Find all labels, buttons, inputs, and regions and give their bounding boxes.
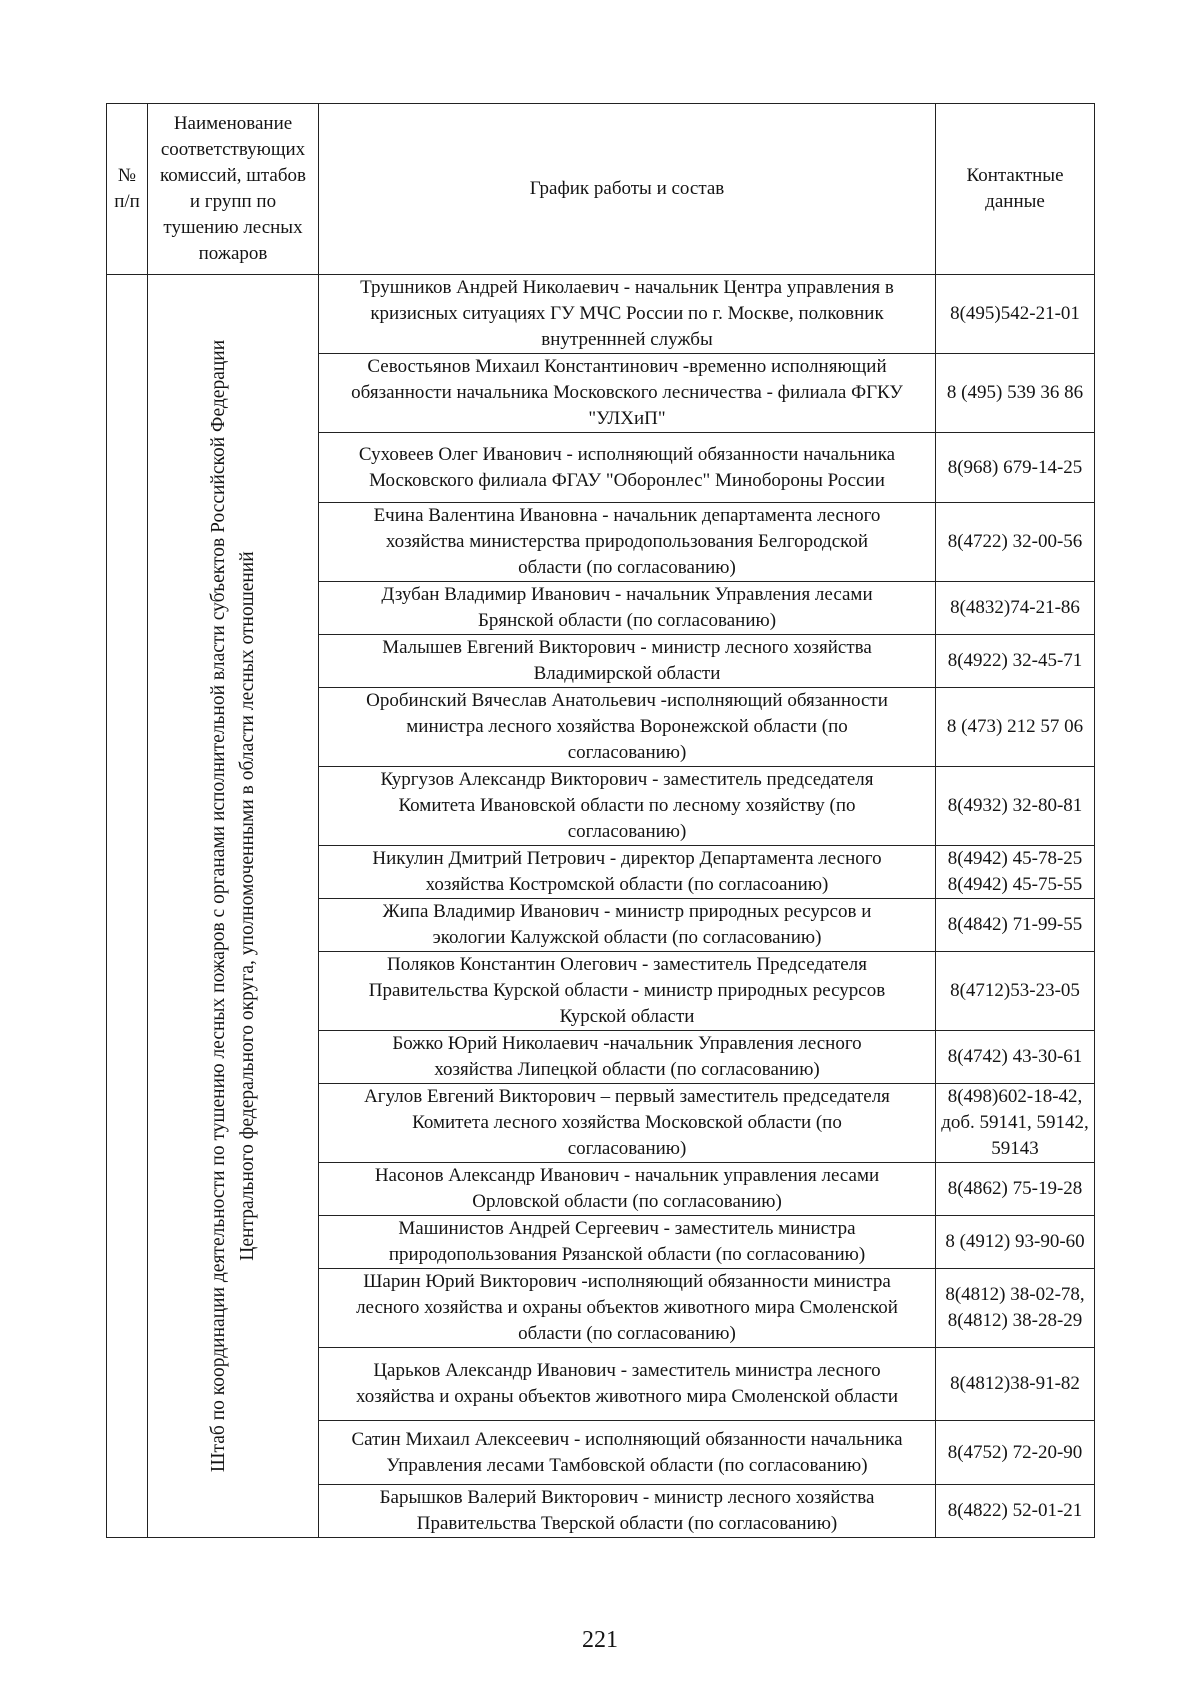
phone-line: 8(4922) 32-45-71 [947,650,1083,671]
group-name-cell [148,275,319,1538]
header-name: Наименование соответствующих комиссий, штабов и групп по тушению лесных пожаров [148,104,319,275]
phone-line: 8(4722) 32-00-56 [947,531,1083,552]
description-line: Управления лесами Тамбовской области (по согласованию) [386,1454,868,1476]
contact-phone [936,1163,1095,1216]
description-line: Орловской области (по согласованию) [472,1191,782,1212]
phone-line: 8(4812) 38-28-29 [947,1310,1083,1331]
description-line: экологии Калужской области (по согласованию) [432,927,822,948]
contact-phone [936,275,1095,354]
description-line: Царьков Александр Иванович - заместитель министра лесного [373,1360,881,1381]
description-line: Оробинский Вячеслав Анатольевич -исполняющий обязанности [366,690,888,711]
group-name-vertical-text [204,271,262,1541]
member-description [319,582,936,635]
phone-line: 8(4842) 71-99-55 [947,914,1083,935]
phone-line: 8(4812)38-91-82 [950,1373,1080,1394]
contact-phone [936,1084,1095,1163]
member-description [319,433,936,503]
description-line: Правительства Курской области - министр природных ресурсов [368,980,886,1001]
description-line: хозяйства Липецкой области (по согласованию) [434,1059,820,1080]
contact-phone [936,433,1095,503]
description-line: лесного хозяйства и охраны объектов животного мира Смоленской [356,1297,898,1318]
phone-line: 8 (495) 539 36 86 [946,382,1084,403]
contact-phone [936,503,1095,582]
description-line: Малышев Евгений Викторович - министр лесного хозяйства [382,637,872,658]
staff-table [106,103,1095,1538]
member-description [319,846,936,899]
description-line: Машинистов Андрей Сергеевич - заместитель министра [398,1218,856,1239]
description-line: Севостьянов Михаил Константинович -временно исполняющий [367,356,887,377]
description-line: Жипа Владимир Иванович - министр природных ресурсов и [382,901,872,922]
member-description [319,1031,936,1084]
table-header [107,104,1095,275]
description-line: хозяйства Костромской области (по согласоанию) [425,874,829,895]
description-line: Суховеев Олег Иванович - исполняющий обязанности начальника [358,443,896,465]
description-line: Брянской области (по согласованию) [477,610,777,631]
member-description [319,767,936,846]
phone-line: 8(498)602-18-42, [947,1086,1083,1107]
description-line: хозяйства и охраны объектов животного мира Смоленской области [355,1386,899,1407]
group-name-line: Центрального федерального округа, уполномоченными в области лесных отношений [237,551,258,1261]
description-line: министра лесного хозяйства Воронежской области (по [406,716,848,737]
contact-phone [936,952,1095,1031]
contact-phone [936,1031,1095,1084]
description-line: Комитета Ивановской области по лесному хозяйству (по [398,795,856,816]
member-description [319,1163,936,1216]
member-description [319,952,936,1031]
member-description [319,1084,936,1163]
contact-phone [936,688,1095,767]
member-description [319,1421,936,1485]
description-line: обязанности начальника Московского лесничества - филиала ФГКУ [351,382,903,403]
description-line: Владимирской области [533,663,721,684]
description-line: Дзубан Владимир Иванович - начальник Управления лесами [381,584,873,605]
phone-line: 8(4942) 45-75-55 [947,874,1083,895]
description-line: Кургузов Александр Викторович - заместитель председателя [380,769,874,790]
member-description [319,1269,936,1348]
member-description [319,503,936,582]
description-line: Курской области [559,1006,695,1027]
phone-line: 8(4712)53-23-05 [950,980,1080,1001]
description-line: кризисных ситуациях ГУ МЧС России по г. Москве, полковник [370,303,884,324]
description-line: Сатин Михаил Алексеевич - исполняющий обязанности начальника [351,1428,903,1450]
description-line: согласованию) [567,742,687,763]
header-num: № п/п [107,104,148,275]
member-description [319,635,936,688]
table-body [107,275,1095,1538]
description-line: области (по согласованию) [518,1323,736,1344]
member-description [319,1216,936,1269]
member-description [319,688,936,767]
contact-phone [936,899,1095,952]
table-row [107,275,1095,354]
page-number: 221 [582,1627,618,1653]
member-description [319,354,936,433]
description-line: Насонов Александр Иванович - начальник управления лесами [374,1165,880,1186]
description-line: согласованию) [567,1138,687,1159]
phone-line: 8(4742) 43-30-61 [947,1046,1083,1067]
phone-line: 8(4822) 52-01-21 [947,1500,1083,1521]
group-number-cell [107,275,148,1538]
phone-line: 8(4812) 38-02-78, [945,1284,1085,1305]
description-line: природопользования Рязанской области (по согласованию) [388,1244,866,1265]
description-line: внутреннней службы [541,329,713,350]
header-schedule: График работы и состав [319,104,936,275]
phone-line: 8 (473) 212 57 06 [946,716,1084,737]
phone-line: 8 (4912) 93-90-60 [945,1231,1085,1252]
phone-line: 59143 [991,1138,1039,1159]
description-line: Шарин Юрий Викторович -исполняющий обязанности министра [363,1271,891,1292]
phone-line: 8(4942) 45-78-25 [947,848,1083,869]
description-line: согласованию) [567,821,687,842]
description-line: Трушников Андрей Николаевич - начальник Центра управления в [360,277,894,298]
description-line: Барышков Валерий Викторович - министр лесного хозяйства [379,1487,875,1508]
description-line: Московского филиала ФГАУ "Оборонлес" Минобороны России [369,469,885,491]
contact-phone [936,1269,1095,1348]
description-line: Ечина Валентина Ивановна - начальник департамента лесного [373,505,881,526]
phone-line: 8(968) 679-14-25 [947,456,1083,478]
phone-line: доб. 59141, 59142, [941,1112,1089,1133]
header-row [107,104,1095,275]
description-line: области (по согласованию) [518,557,736,578]
header-contact: Контактные данные [936,104,1095,275]
member-description [319,1348,936,1421]
contact-phone [936,1485,1095,1538]
contact-phone [936,1216,1095,1269]
member-description [319,275,936,354]
phone-line: 8(4862) 75-19-28 [947,1178,1083,1199]
description-line: Никулин Дмитрий Петрович - директор Департамента лесного [372,848,882,869]
contact-phone [936,846,1095,899]
description-line: хозяйства министерства природопользования Белгородской [385,531,869,552]
description-line: Божко Юрий Николаевич -начальник Управления лесного [392,1033,862,1054]
phone-line: 8(4752) 72-20-90 [947,1441,1083,1463]
description-line: Агулов Евгений Викторович – первый заместитель председателя [364,1086,890,1107]
phone-line: 8(4832)74-21-86 [950,597,1080,618]
description-line: Комитета лесного хозяйства Московской области (по [412,1112,842,1133]
contact-phone [936,1348,1095,1421]
contact-phone [936,354,1095,433]
phone-line: 8(4932) 32-80-81 [947,795,1083,816]
phone-line: 8(495)542-21-01 [950,303,1080,324]
description-line: Поляков Константин Олегович - заместитель Председателя [387,954,867,975]
contact-phone [936,1421,1095,1485]
group-name-line: Штаб по координации деятельности по тушению лесных пожаров с органами исполнительной власти субъектов Российской Федерации [208,339,229,1473]
contact-phone [936,767,1095,846]
description-line: Правительства Тверской области (по согласованию) [416,1513,838,1534]
contact-phone [936,582,1095,635]
member-description [319,899,936,952]
description-line: "УЛХиП" [588,408,666,429]
member-description [319,1485,936,1538]
contact-phone [936,635,1095,688]
